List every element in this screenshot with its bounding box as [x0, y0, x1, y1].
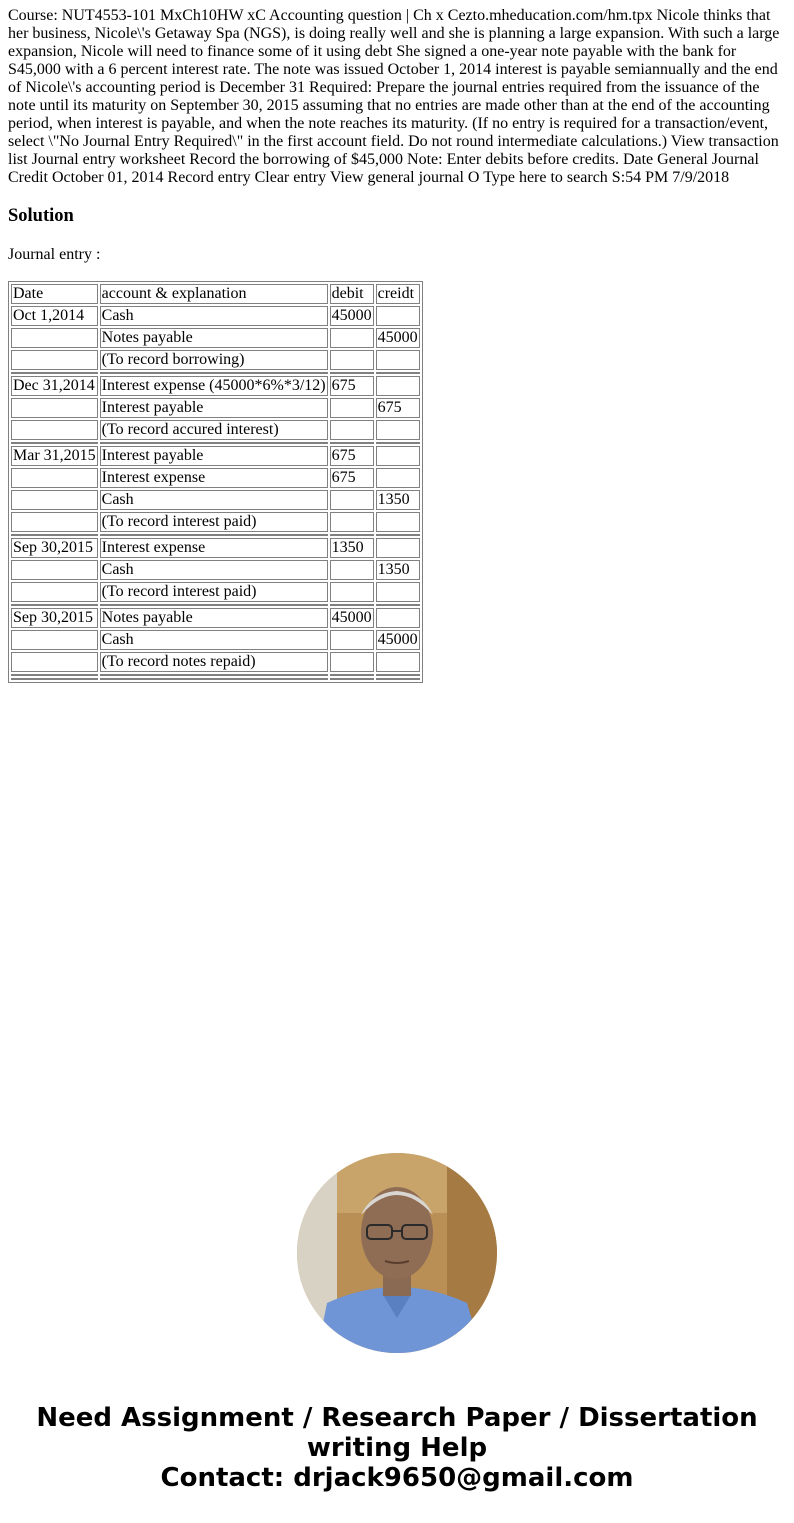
promo-banner — [0, 1403, 794, 1493]
cell-credit: 45000 — [377, 631, 418, 648]
cell-account: Interest payable — [100, 446, 328, 466]
cell-account: Cash — [100, 560, 328, 580]
table-header-row — [11, 284, 420, 304]
cell-account: (To record interest paid) — [100, 512, 328, 532]
cell-debit: 675 — [330, 376, 374, 396]
cell-date — [11, 582, 98, 602]
cell-date: Mar 31,2015 — [13, 447, 96, 464]
cell-date: Sep 30,2015 — [11, 538, 98, 558]
header-date: Date — [11, 284, 98, 304]
table-row — [11, 490, 420, 510]
promo-contact: Contact: drjack9650@gmail.com — [160, 1463, 634, 1493]
cell-account: Cash — [100, 490, 328, 510]
cell-date — [11, 652, 98, 672]
cell-account: Interest payable — [100, 398, 328, 418]
header-credit: creidt — [376, 284, 420, 304]
cell-debit — [330, 582, 374, 602]
cell-date — [11, 512, 98, 532]
header-account: account & explanation — [100, 284, 328, 304]
table-row — [11, 652, 420, 672]
cell-credit — [376, 582, 420, 602]
table-row — [11, 376, 420, 396]
table-row — [11, 398, 420, 418]
separator-row — [11, 534, 420, 536]
cell-debit: 45000 — [331, 609, 372, 626]
table-row — [11, 512, 420, 532]
cell-credit — [376, 306, 420, 326]
cell-date: Dec 31,2014 — [11, 376, 98, 396]
cell-credit — [376, 446, 420, 466]
table-row — [11, 306, 420, 326]
promo-line-1: Need Assignment / Research Paper / Dissertation — [36, 1403, 758, 1433]
table-row — [11, 608, 420, 628]
cell-debit — [330, 420, 374, 440]
cell-date — [11, 398, 98, 418]
solution-heading: Solution — [8, 206, 74, 226]
cell-debit — [330, 652, 374, 672]
cell-debit: 675 — [330, 468, 374, 488]
header-debit: debit — [330, 284, 374, 304]
cell-debit — [330, 630, 374, 650]
cell-credit — [376, 652, 420, 672]
cell-date — [11, 630, 98, 650]
cell-account: (To record notes repaid) — [100, 652, 328, 672]
cell-debit: 675 — [330, 446, 374, 466]
cell-date — [11, 420, 98, 440]
cell-debit: 45000 — [331, 307, 372, 324]
cell-account: Interest expense (45000*6%*3/12) — [101, 377, 326, 394]
separator-row — [11, 678, 420, 680]
cell-credit — [376, 376, 420, 396]
cell-credit — [376, 350, 420, 370]
cell-account: Notes payable — [100, 328, 328, 348]
table-row — [11, 420, 420, 440]
cell-debit — [330, 350, 374, 370]
cell-debit — [330, 398, 374, 418]
cell-account: (To record interest paid) — [100, 582, 328, 602]
table-row — [11, 560, 420, 580]
cell-credit: 1350 — [376, 490, 420, 510]
table-row — [11, 538, 420, 558]
table-row — [11, 468, 420, 488]
cell-credit — [376, 538, 420, 558]
cell-debit: 1350 — [330, 538, 374, 558]
cell-account: (To record accured interest) — [100, 420, 328, 440]
separator-row — [11, 372, 420, 374]
cell-date — [11, 328, 98, 348]
cell-credit: 1350 — [376, 560, 420, 580]
cell-account: Cash — [100, 630, 328, 650]
cell-date — [11, 468, 98, 488]
author-avatar — [297, 1153, 497, 1353]
table-row — [11, 630, 420, 650]
cell-account: Notes payable — [100, 608, 328, 628]
table-row — [11, 582, 420, 602]
cell-account: (To record borrowing) — [100, 350, 328, 370]
cell-debit — [330, 512, 374, 532]
separator-row — [11, 604, 420, 606]
author-portrait — [297, 1153, 497, 1353]
cell-account: Cash — [100, 306, 328, 326]
cell-credit — [376, 512, 420, 532]
cell-debit — [330, 560, 374, 580]
table-row — [11, 350, 420, 370]
cell-account: Interest expense — [100, 468, 328, 488]
journal-entry-table — [8, 281, 423, 683]
cell-credit: 45000 — [377, 329, 418, 346]
cell-credit — [376, 420, 420, 440]
promo-line-2: writing Help — [306, 1433, 488, 1463]
cell-credit: 675 — [376, 398, 420, 418]
cell-date — [11, 560, 98, 580]
cell-credit — [376, 468, 420, 488]
cell-credit — [376, 608, 420, 628]
table-row — [11, 446, 420, 466]
cell-date — [11, 490, 98, 510]
table-row — [11, 328, 420, 348]
separator-row — [11, 674, 420, 676]
cell-date — [11, 350, 98, 370]
journal-entry-label: Journal entry : — [8, 246, 101, 263]
question-text: Course: NUT4553-101 MxCh10HW xC Accounting question | Ch x Cezto.mheducation.com/hm.tpx Nicole thinks that her business, Nicole\'s Getaway Spa (NGS), is doing really well and she is planning a large expansion. With such a large expansion, Nicole will need to finance some of it using debt She signed a one-year note payable with the bank for S45,000 with a 6 percent interest rate. The note was issued October 1, 2014 interest is payable semiannually and the end of Nicole\'s accounting period is December 31 Required: Prepare the journal entries required from the issuance of the note until its maturity on September 30, 2015 assuming that no entries are made other than at the end of the accounting period, when interest is payable, and when the note reaches its maturity. (If no entry is required for a transaction/event, select \"No Journal Entry Required\" in the first account field. Do not round intermediate calculations.) View transaction list Journal entry worksheet Record the borrowing of $45,000 Note: Enter debits before credits. Date General Journal Credit October 01, 2014 Record entry Clear entry View general journal O Type here to search S:54 PM 7/9/2018 — [8, 7, 780, 186]
cell-date: Oct 1,2014 — [11, 306, 98, 326]
cell-debit — [330, 490, 374, 510]
separator-row — [11, 442, 420, 444]
cell-account: Interest expense — [100, 538, 328, 558]
cell-debit — [330, 328, 374, 348]
cell-date: Sep 30,2015 — [11, 608, 98, 628]
